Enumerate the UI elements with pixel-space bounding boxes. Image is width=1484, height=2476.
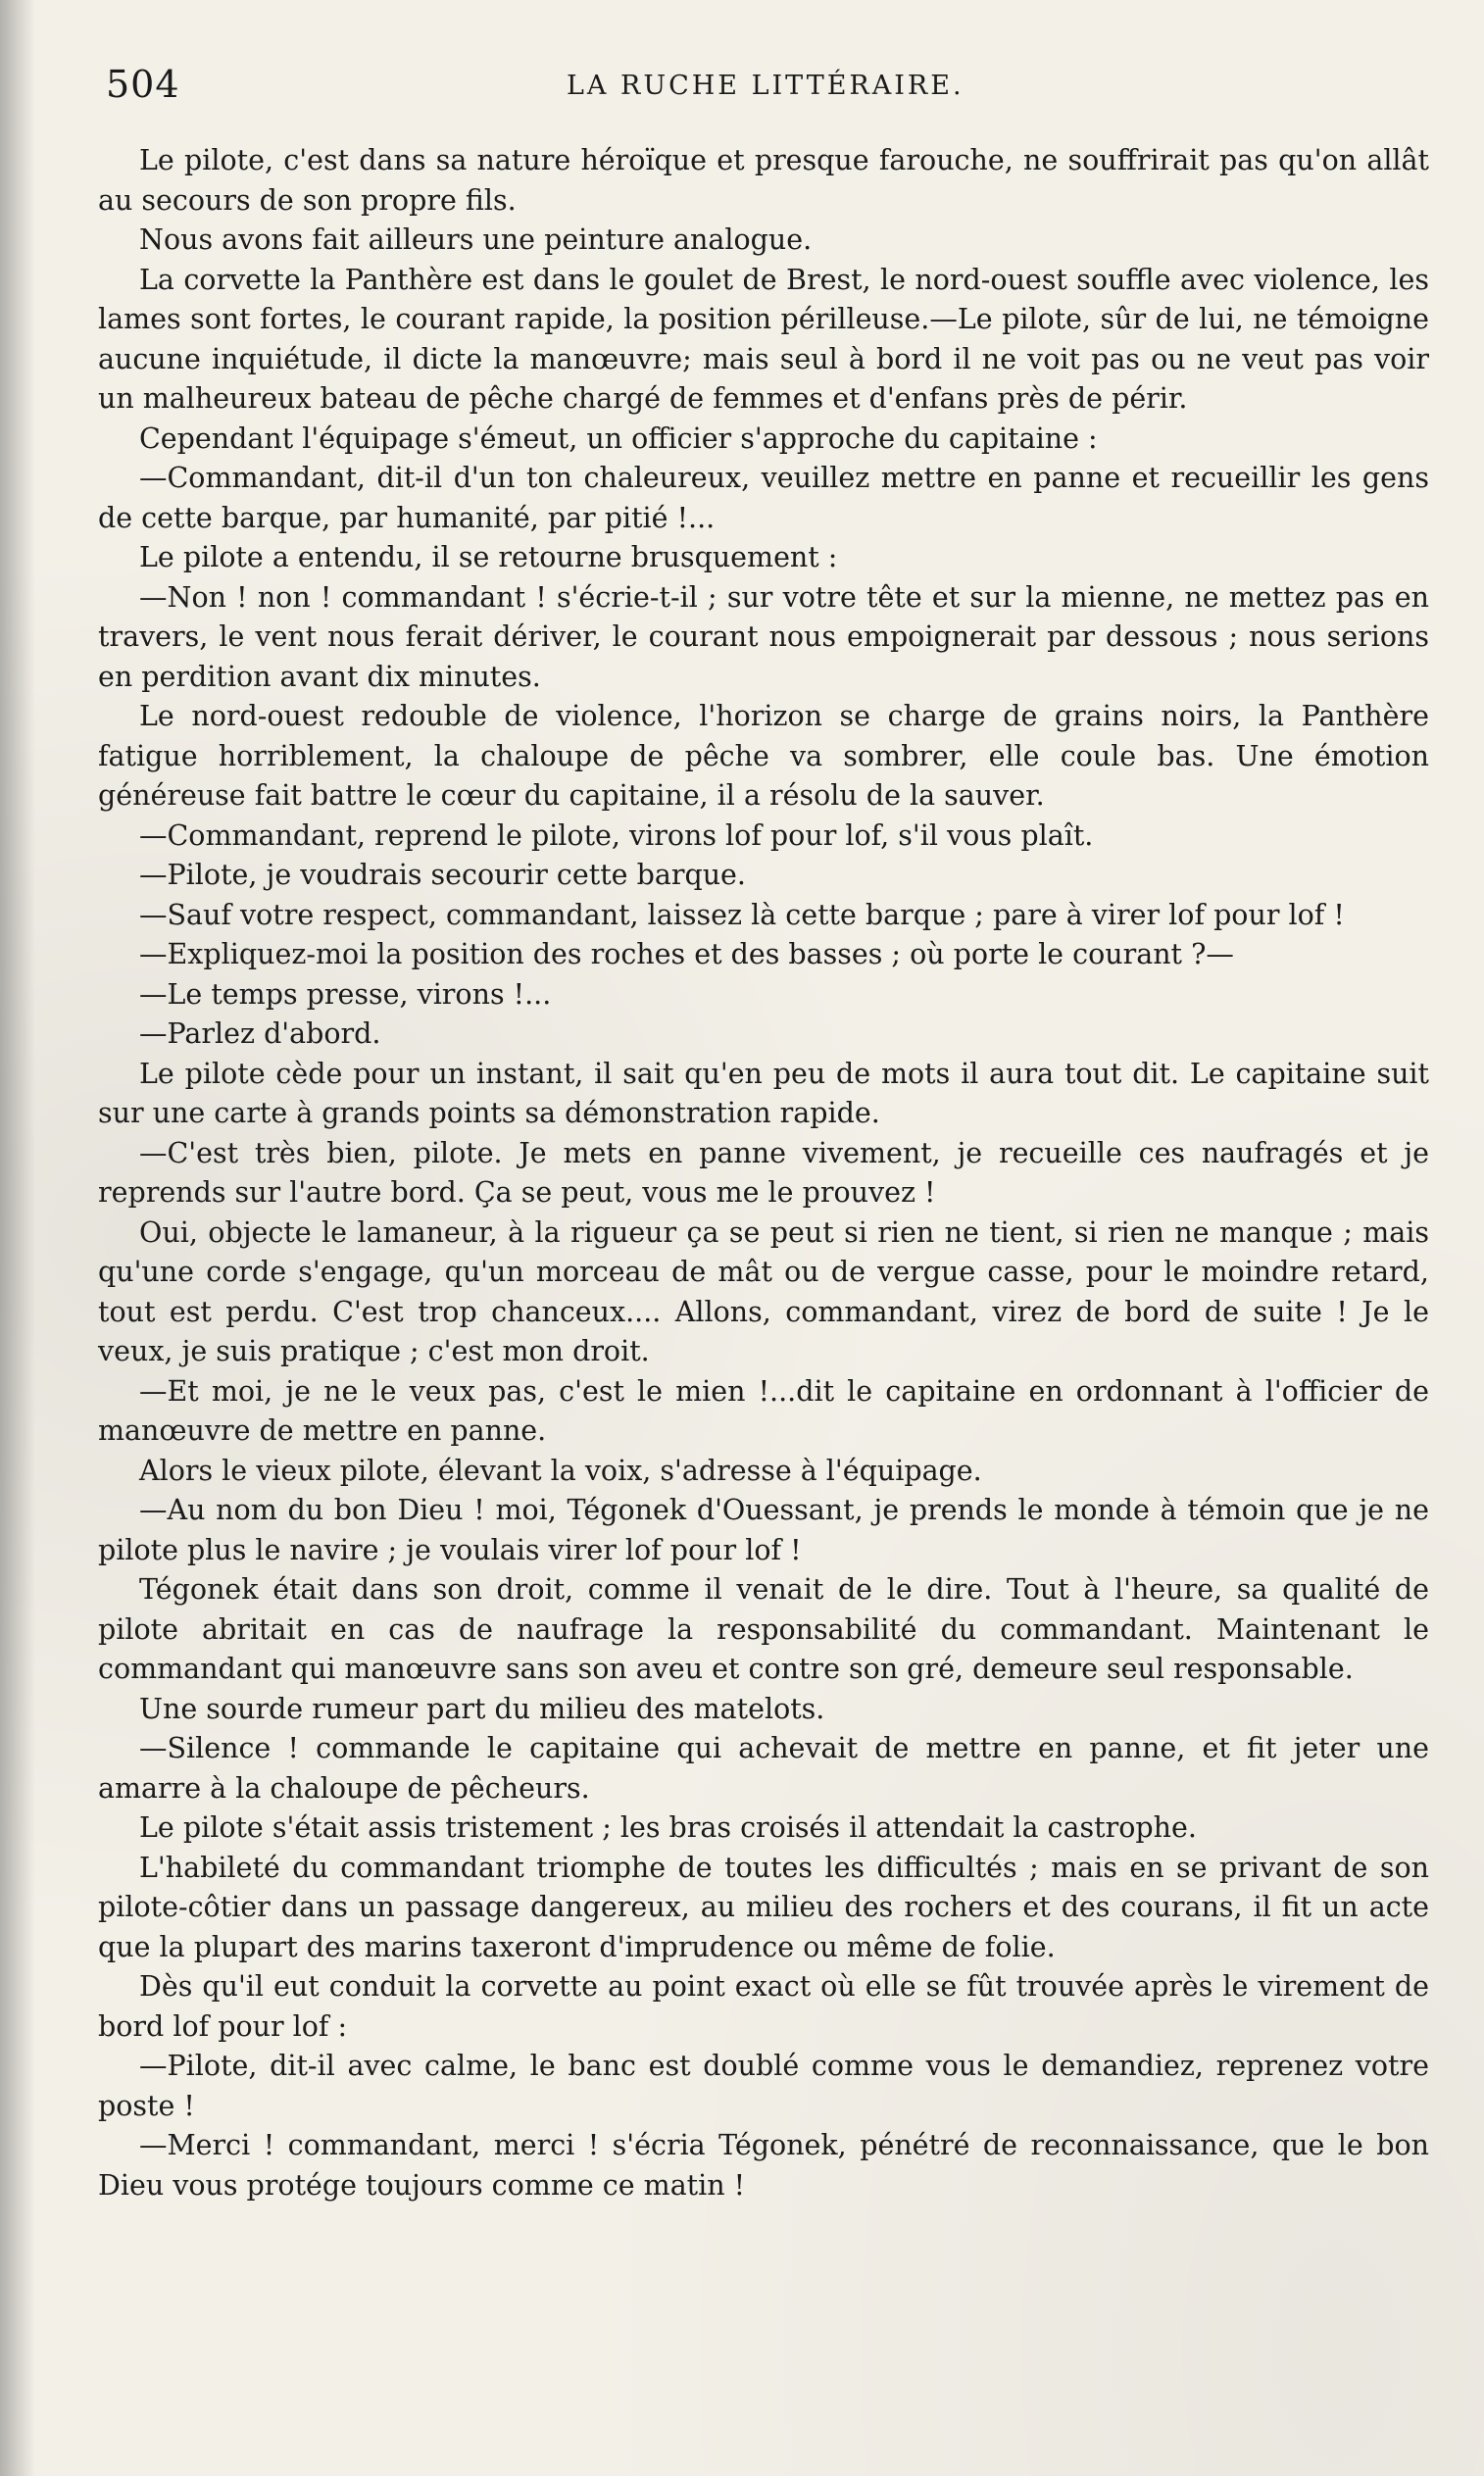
paragraph: —Commandant, reprend le pilote, virons lof pour lof, s'il vous plaît.	[139, 818, 1094, 852]
paragraph: —Expliquez-moi la position des roches et des basses ; où porte le courant ?—	[139, 938, 1234, 970]
running-title: LA RUCHE LITTÉRAIRE.	[567, 71, 965, 101]
paragraph: L'habileté du commandant triomphe de toutes les difficultés ; mais en se privant de son pilote-côtier dans un passage dangereux, au milieu des rochers et des courans, il fit un acte que la plupart des marins taxeront d'imprudence ou même de folie.	[98, 1851, 1429, 1963]
page-number: 504	[106, 63, 180, 106]
paragraph: —Parlez d'abord.	[139, 1017, 381, 1050]
paragraph: Le nord-ouest redouble de violence, l'horizon se charge de grains noirs, la Panthère fatigue horriblement, la chaloupe de pêche va sombrer, elle coule bas. Une émotion généreuse fait battre le cœur du capitaine, il a résolu de la sauver.	[98, 700, 1429, 812]
paragraph: —C'est très bien, pilote. Je mets en panne vivement, je recueille ces naufragés et je reprends sur l'autre bord. Ça se peut, vous me le prouvez !	[98, 1136, 1429, 1209]
paragraph: Le pilote s'était assis tristement ; les bras croisés il attendait la castrophe.	[139, 1811, 1197, 1844]
paragraph: Nous avons fait ailleurs une peinture analogue.	[139, 223, 813, 256]
paragraph: Oui, objecte le lamaneur, à la rigueur ça se peut si rien ne tient, si rien ne manque ; mais qu'une corde s'engage, qu'un morceau de mât ou de vergue casse, pour le moindre retard, tout est perdu. C'est trop chanceux.... Allons, commandant, virez de bord de suite ! Je le veux, je suis pratique ; c'est mon droit.	[98, 1215, 1429, 1367]
paragraph: —Non ! non ! commandant ! s'écrie-t-il ; sur votre tête et sur la mienne, ne mettez pas en travers, le vent nous ferait dériver, le courant nous empoignerait par dessous ; nous serions en perdition avant dix minutes.	[98, 580, 1429, 693]
paragraph: Le pilote, c'est dans sa nature héroïque et presque farouche, ne souffrirait pas qu'on allât au secours de son propre fils.	[98, 144, 1429, 217]
paragraph: —Le temps presse, virons !...	[139, 977, 552, 1011]
paragraph: Une sourde rumeur part du milieu des matelots.	[139, 1692, 825, 1725]
paragraph: Cependant l'équipage s'émeut, un officier s'approche du capitaine :	[139, 421, 1098, 455]
paragraph: —Au nom du bon Dieu ! moi, Tégonek d'Ouessant, je prends le monde à témoin que je ne pilote plus le navire ; je voulais virer lof pour lof !	[98, 1494, 1429, 1566]
page-header	[98, 49, 1431, 108]
paragraph: —Merci ! commandant, merci ! s'écria Tégonek, pénétré de reconnaissance, que le bon Dieu vous protége toujours comme ce matin !	[98, 2129, 1429, 2202]
paragraph: La corvette la Panthère est dans le goulet de Brest, le nord-ouest souffle avec violence, les lames sont fortes, le courant rapide, la position périlleuse.—Le pilote, sûr de lui, ne témoigne aucune inquiétude, il dicte la manœuvre; mais seul à bord il ne voit pas ou ne veut pas voir un malheureux bateau de pêche chargé de femmes et d'enfans près de périr.	[98, 263, 1429, 415]
paragraph: Alors le vieux pilote, élevant la voix, s'adresse à l'équipage.	[139, 1454, 982, 1487]
paragraph: Le pilote cède pour un instant, il sait qu'en peu de mots il aura tout dit. Le capitaine suit sur une carte à grands points sa démonstration rapide.	[98, 1057, 1429, 1129]
paragraph: —Et moi, je ne le veux pas, c'est le mien !...dit le capitaine en ordonnant à l'officier de manœuvre de mettre en panne.	[98, 1374, 1429, 1447]
body-text	[98, 141, 1429, 2205]
paragraph: —Pilote, dit-il avec calme, le banc est doublé comme vous le demandiez, reprenez votre poste !	[98, 2050, 1429, 2122]
paragraph: Dès qu'il eut conduit la corvette au point exact où elle se fût trouvée après le virement de bord lof pour lof :	[98, 1970, 1429, 2043]
paragraph: —Commandant, dit-il d'un ton chaleureux, veuillez mettre en panne et recueillir les gens de cette barque, par humanité, par pitié !...	[98, 462, 1429, 534]
paragraph: Le pilote a entendu, il se retourne brusquement :	[139, 541, 838, 573]
paragraph: —Sauf votre respect, commandant, laissez là cette barque ; pare à virer lof pour lof !	[139, 898, 1345, 931]
page-gutter-shadow	[0, 0, 35, 2476]
paragraph: —Pilote, je voudrais secourir cette barque.	[139, 859, 746, 891]
paragraph: Tégonek était dans son droit, comme il venait de le dire. Tout à l'heure, sa qualité de pilote abritait en cas de naufrage la responsabilité du commandant. Maintenant le commandant qui manœuvre sans son aveu et contre son gré, demeure seul responsable.	[98, 1573, 1429, 1685]
paragraph: —Silence ! commande le capitaine qui achevait de mettre en panne, et fit jeter une amarre à la chaloupe de pêcheurs.	[98, 1732, 1429, 1805]
